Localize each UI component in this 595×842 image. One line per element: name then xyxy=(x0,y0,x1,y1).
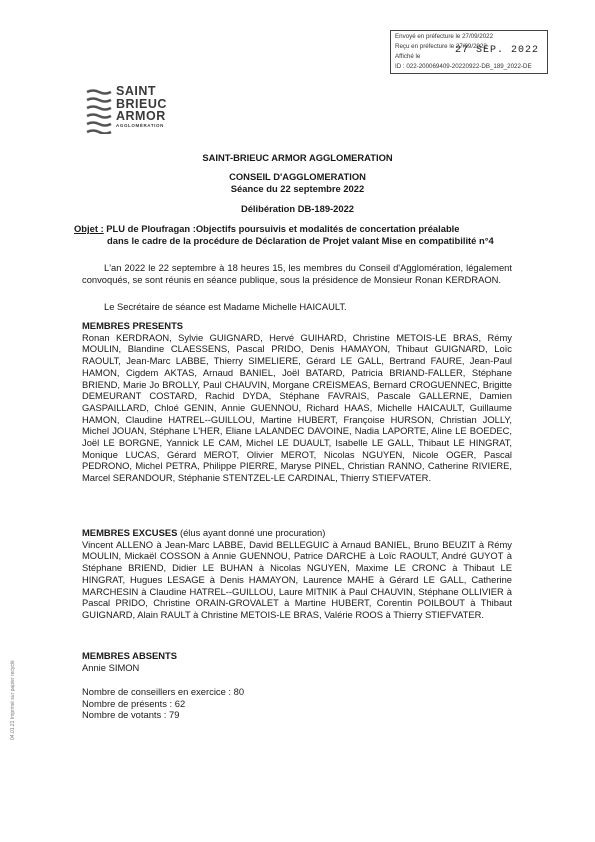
agglomeration-logo xyxy=(86,85,196,137)
logo-line-2: BRIEUC xyxy=(116,96,167,111)
count-votants: Nombre de votants : 79 xyxy=(82,709,180,721)
subject-line-1: PLU de Ploufragan :Objectifs poursuivis et modalités de concertation préalable xyxy=(106,223,460,234)
absents-heading: MEMBRES ABSENTS xyxy=(82,650,177,661)
excuses-section xyxy=(82,527,512,621)
subject-block xyxy=(74,223,534,246)
excuses-heading: MEMBRES EXCUSES xyxy=(82,527,178,538)
counts-section xyxy=(82,686,512,721)
count-presents: Nombre de présents : 62 xyxy=(82,697,186,709)
subject-label: Objet : xyxy=(74,223,104,234)
logo-line-3: ARMOR xyxy=(116,109,166,123)
excuses-list: Vincent ALLENO à Jean-Marc LABBE, David BELLEGUIC à Arnaud BANIEL, Bruno BEUZIT à Rémy MOULIN, Mickaël COSSON à Annie GUENNOU, Patrice DARCHE à Loïc RAOULT, André GUYOT à Stéphane BRIEND, Didier LE BUHAN à Nicolas NGUYEN, Maxime LE CRONC à Thibaut LE HINGRAT, Hugues LESAGE à Denis HAMAYON, Laurence MAHE à Gérard LE GALL, Catherine MARCHESIN à Claudine HATREL--GUILLOU, Laure MITNIK à Paul CHAUVIN, Stéphane OLLIVIER à Pascal PRIDO, Christine ORAIN-GROVALET à Martine HUBERT, Corentin POILBOUT à Thibaut GUIGNARD, Alain RAULT à Christine METOIS-LE BRAS, Valérie ROOS à Thierry STIEFVATER. xyxy=(82,538,512,620)
logo-line-1: SAINT xyxy=(116,84,156,98)
org-name: SAINT-BRIEUC ARMOR AGGLOMERATION xyxy=(202,152,393,163)
intro-paragraph: L'an 2022 le 22 septembre à 18 heures 15, les membres du Conseil d'Agglomération, légalement convoqués, se sont réunis en séance publique, sous la présidence de Monsieur Ronan KERDRAON. xyxy=(82,262,512,285)
side-print-note: 04.01.21 Imprimé sur papier recyclé xyxy=(10,660,16,740)
absents-list: Annie SIMON xyxy=(82,661,140,673)
presents-section xyxy=(82,320,512,484)
secretary-line: Le Secrétaire de séance est Madame Michelle HAICAULT. xyxy=(104,301,347,312)
stamp-id: ID : 022-200069409-20220922-DB_189_2022-DE xyxy=(395,63,532,70)
excuses-note: (élus ayant donné une procuration) xyxy=(179,527,326,538)
presents-list: Ronan KERDRAON, Sylvie GUIGNARD, Hervé GUIHARD, Christine METOIS-LE BRAS, Rémy MOULIN, Blandine CLAESSENS, Pascal PRIDO, Denis HAMAYON, Thibaut GUIGNARD, Loïc RAOULT, Jean-Marc LABBE, Thierry SIMELIERE, Gérard LE GALL, Bertrand FAURE, Jean-Paul HAMON, Cigdem AKTAS, Arnaud BANIEL, Joël BATARD, Patricia BRIAND-FALLER, Stéphane BRIEND, Marie Jo BROLLY, Paul CHAUVIN, Morgane CREISMEAS, Bernard CROGUENNEC, Brigitte DEMEURANT COSTARD, Rachid DYDA, Stéphane FAVRAIS, Pascale GALLERNE, Damien GASPAILLARD, Chloé GENIN, Annie GUENNOU, Richard HAAS, Michelle HAICAULT, Guillaume HAMON, Claudine HATREL--GUILLOU, Martine HUBERT, Françoise HURSON, Christian JOLLY, Michel JOUAN, Stéphane L'HER, Eliane LALANDEC DAVOINE, Nadia LAPORTE, Aline LE BOEDEC, Joël LE BORGNE, Yannick LE CAM, Michel LE DUAULT, Isabelle LE GALL, Thibaut LE HINGRAT, Monique LUCAS, Gérard MEROT, Olivier MEROT, Nicolas NGUYEN, Nicole OGER, Pascal PEDRONO, Michel PETRA, Philippe PIERRE, Maryse PINEL, Christian RANNO, Catherine RIVIERE, Marcel SERANDOUR, Stéphanie STENTZEL-LE CARDINAL, Thierry STIEFVATER. xyxy=(82,331,512,484)
deliberation-number: Délibération DB-189-2022 xyxy=(240,203,355,214)
logo-subtitle: AGGLOMÉRATION xyxy=(116,122,164,128)
stamp-posted: Affiché le xyxy=(395,53,421,60)
stamp-date: 27 SEP. 2022 xyxy=(454,45,539,56)
absents-section xyxy=(82,650,512,673)
council-title: CONSEIL D'AGGLOMERATION xyxy=(229,171,366,182)
stamp-sent: Envoyé en préfecture le 27/09/2022 xyxy=(395,33,494,40)
waves-icon xyxy=(86,88,112,134)
stamp-received: Reçu en préfecture le 27/09/2022 xyxy=(395,43,487,50)
presents-heading: MEMBRES PRESENTS xyxy=(82,320,184,331)
prefecture-stamp xyxy=(390,30,548,74)
session-date: Séance du 22 septembre 2022 xyxy=(230,183,365,194)
count-exercice: Nombre de conseillers en exercice : 80 xyxy=(82,686,245,697)
subject-line-2: dans le cadre de la procédure de Déclaration de Projet valant Mise en compatibilité n°4 xyxy=(107,234,494,246)
